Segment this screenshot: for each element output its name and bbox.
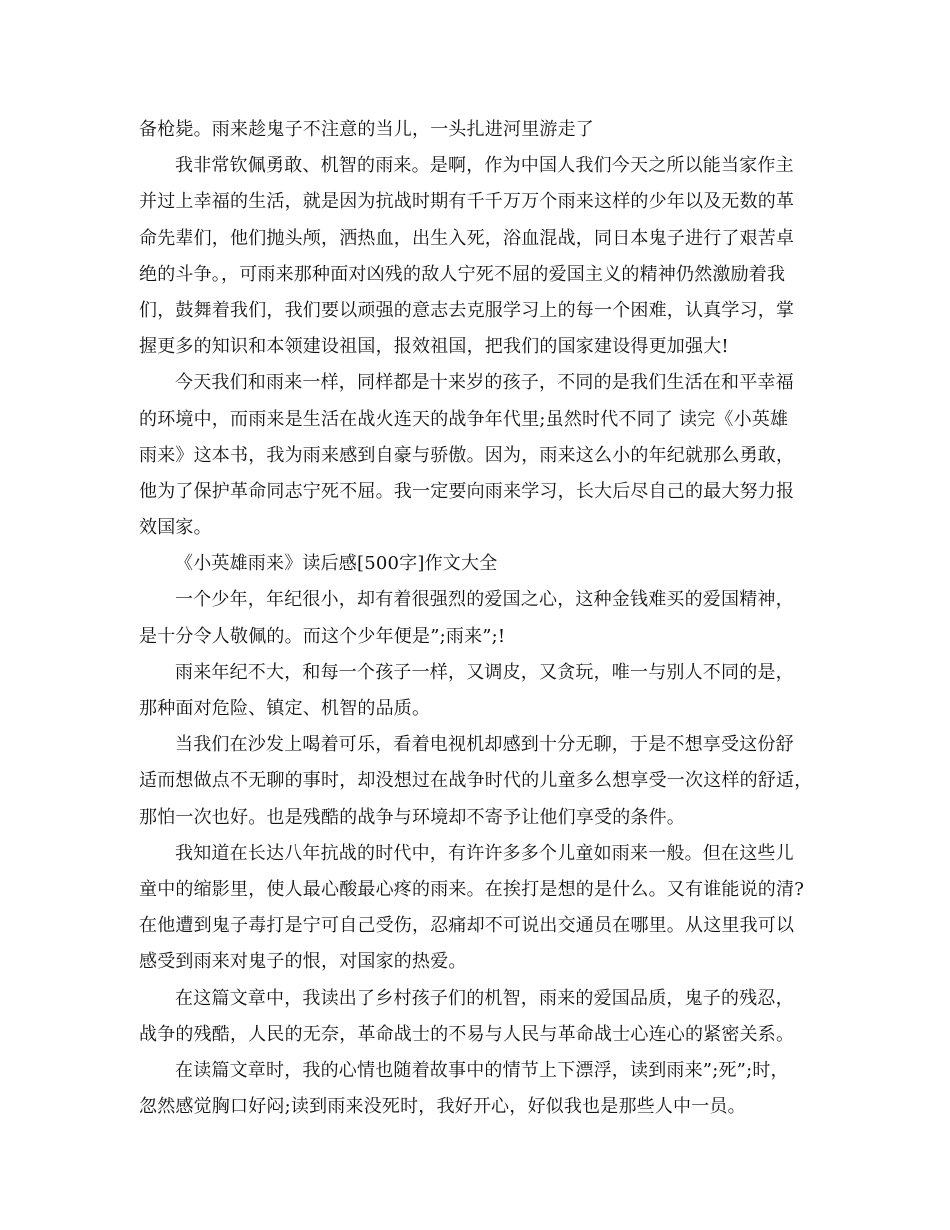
text-line: 我知道在长达八年抗战的时代中，有许许多多个儿童如雨来一般。但在这些儿: [175, 842, 794, 864]
text-line: 备枪毙。雨来趁鬼子不注意的当儿，一头扎进河里游走了: [139, 119, 594, 140]
text-line: 命先辈们，他们抛头颅，洒热血，出生入死，浴血混战，同日本鬼子进行了艰苦卓: [139, 227, 795, 249]
text-line: 那种面对危险、镇定、机智的品质。: [139, 698, 431, 719]
text-line: 一个少年，年纪很小，却有着很强烈的爱国之心，这种金钱难买的爱国精神，: [175, 589, 794, 611]
text-line: 在他遭到鬼子毒打是宁可自己受伤，忍痛却不可说出交通员在哪里。从这里我可以: [139, 915, 795, 937]
text-line: 当我们在沙发上喝着可乐，看着电视机却感到十分无聊，于是不想享受这份舒: [175, 734, 794, 756]
text-line: 是十分令人敬佩的。而这个少年便是”;雨来”;!: [139, 625, 506, 647]
text-line: 战争的残酷，人民的无奈，革命战士的不易与人民与革命战士心连心的紧密关系。: [139, 1023, 795, 1045]
text-line: 绝的斗争。，可雨来那种面对凶残的敌人宁死不屈的爱国主义的精神仍然激励着我: [139, 263, 786, 285]
text-line: 效国家。: [139, 517, 212, 539]
text-line: 们，鼓舞着我们，我们要以顽强的意志去克服学习上的每一个困难，认真学习，掌: [139, 299, 795, 321]
text-line: 忽然感觉胸口好闷;读到雨来没死时，我好开心，好似我也是那些人中一员。: [139, 1096, 746, 1118]
document-body: [139, 112, 829, 1125]
text-line: 的环境中，而雨来是生活在战火连天的战争年代里;虽然时代不同了 读完《小英雄: [139, 408, 789, 430]
text-line: 《小英雄雨来》读后感[500字]作文大全: [175, 553, 498, 575]
text-line: 我非常钦佩勇敢、机智的雨来。是啊，作为中国人我们今天之所以能当家作主: [175, 155, 794, 177]
text-line: 感受到雨来对鬼子的恨，对国家的热爱。: [139, 951, 467, 973]
text-line: 那怕一次也好。也是残酷的战争与环境却不寄予让他们享受的条件。: [139, 806, 685, 828]
text-line: 他为了保护革命同志宁死不屈。我一定要向雨来学习，长大后尽自己的最大努力报: [139, 480, 795, 502]
text-line: 今天我们和雨来一样，同样都是十来岁的孩子，不同的是我们生活在和平幸福: [175, 372, 794, 394]
text-line: 适而想做点不无聊的事时，却没想过在战争时代的儿童多么想享受一次这样的舒适，: [139, 770, 813, 792]
text-line: 在这篇文章中，我读出了乡村孩子们的机智，雨来的爱国品质，鬼子的残忍，: [175, 987, 794, 1009]
text-line: 在读篇文章时，我的心情也随着故事中的情节上下漂浮，读到雨来”;死”;时，: [175, 1059, 789, 1081]
text-line: 童中的缩影里，使人最心酸最心疼的雨来。在挨打是想的是什么。又有谁能说的清?: [139, 878, 805, 900]
text-line: 并过上幸福的生活，就是因为抗战时期有千千万万个雨来这样的少年以及无数的革: [139, 191, 795, 213]
text-line: 雨来年纪不大，和每一个孩子一样，又调皮，又贪玩，唯一与别人不同的是，: [175, 661, 794, 683]
text-line: 握更多的知识和本领建设祖国，报效祖国，把我们的国家建设得更加强大!: [139, 336, 729, 358]
text-line: 雨来》这本书，我为雨来感到自豪与骄傲。因为，雨来这么小的年纪就那么勇敢，: [139, 444, 795, 466]
